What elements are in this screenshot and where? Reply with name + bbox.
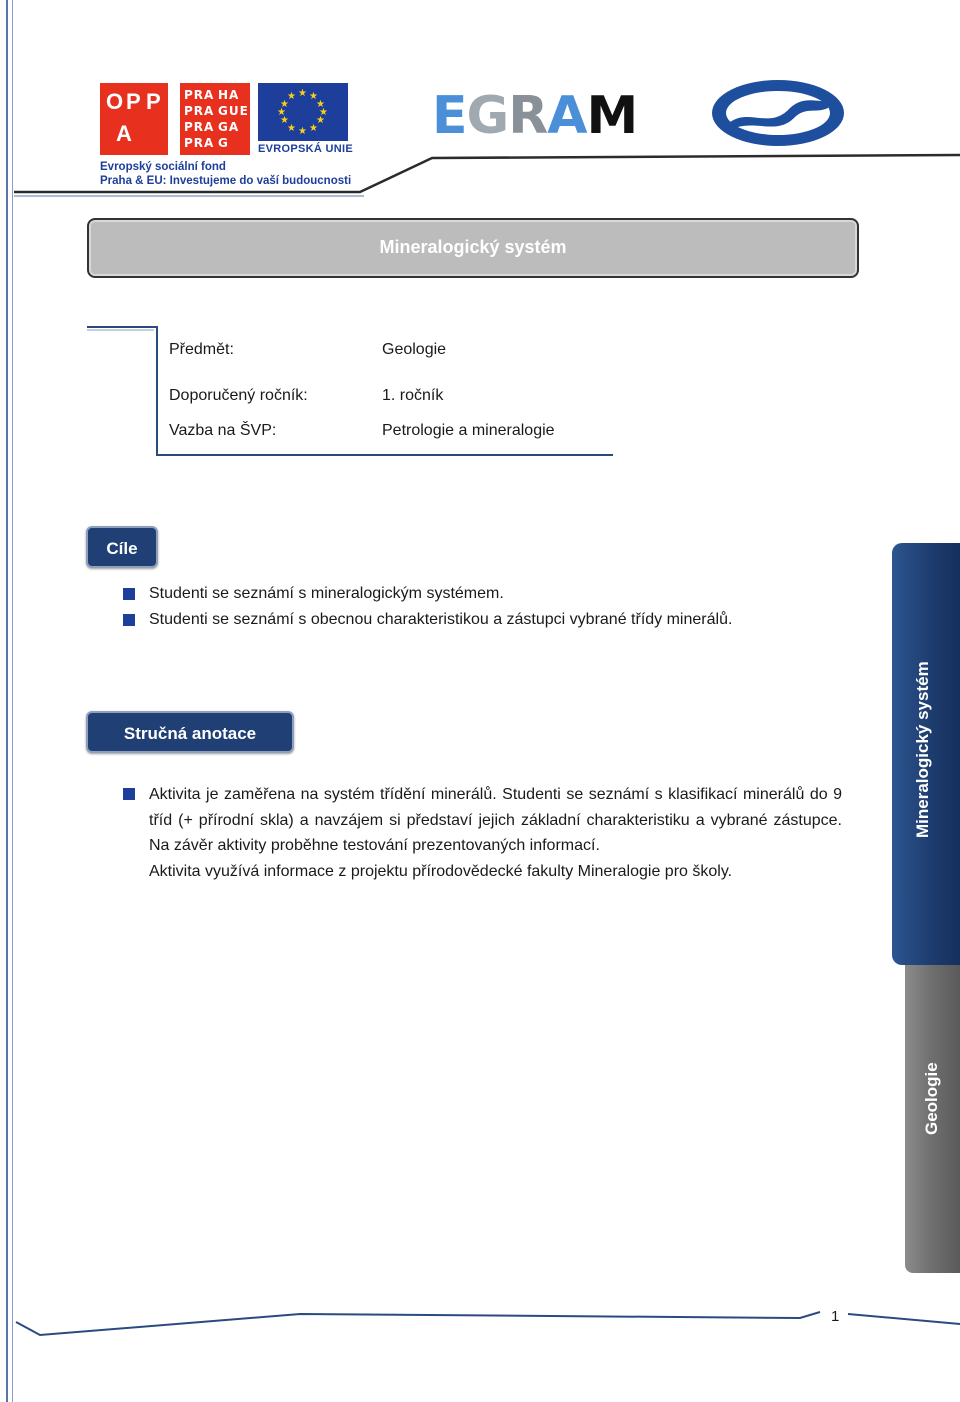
subject-side-tab-label: Geologie — [922, 1062, 941, 1135]
praha-text: PRA — [184, 104, 215, 118]
goals-heading-label: Cíle — [106, 539, 138, 558]
praha-text: HA — [218, 88, 240, 102]
page-title: Mineralogický systém — [379, 237, 567, 257]
subject-side-tab — [905, 965, 960, 1273]
university-logo-icon — [710, 78, 846, 148]
grade-value: 1. ročník — [382, 387, 444, 404]
praha-text: PRA — [184, 88, 215, 102]
egram-logo — [432, 86, 637, 146]
egram-letter: E — [432, 86, 467, 146]
fund-line: Praha & EU: Investujeme do vaší budoucnosti — [100, 175, 352, 187]
opp-letter: P — [126, 89, 141, 114]
opp-letter: O — [106, 89, 124, 114]
egram-letter: R — [508, 86, 548, 146]
opp-logo — [100, 83, 168, 155]
goals-heading — [86, 526, 158, 568]
bullet-icon — [123, 614, 135, 626]
annotation-heading — [86, 711, 294, 753]
topic-side-tab-label: Mineralogický systém — [913, 661, 932, 838]
bullet-icon — [123, 788, 135, 800]
subject-label: Předmět: — [169, 341, 234, 358]
title-bar — [87, 218, 859, 278]
annotation-heading-label: Stručná anotace — [123, 724, 257, 743]
page-border-line — [12, 0, 13, 1402]
page-number: 1 — [831, 1308, 840, 1325]
egram-letter: G — [466, 86, 509, 146]
annotation-paragraph-2: Aktivita využívá informace z projektu přírodovědecké fakulty Mineralogie pro školy. — [149, 863, 733, 880]
eu-label: EVROPSKÁ UNIE — [258, 143, 353, 155]
goal-item: Studenti se seznámí s mineralogickým systémem. — [149, 585, 504, 602]
page-border-line — [6, 0, 8, 1402]
fund-text — [100, 160, 351, 188]
eu-flag-icon: ★ ★ ★ ★ ★ ★ ★ ★ ★ ★ ★ ★ — [258, 83, 348, 141]
bullet-icon — [123, 588, 135, 600]
annotation-paragraph: Aktivita je zaměřena na systém třídění minerálů. Studenti se seznámí s klasifikací minerálů do 9 tříd (+ přírodní skla) a navzájem si představí jejich základní charakteristiku a vybrané zástupce. Na závěr aktivity proběhne testování prezentovaných informací. — [149, 786, 842, 854]
svp-value: Petrologie a mineralogie — [382, 422, 555, 439]
goal-item: Studenti se seznámí s obecnou charakteristikou a zástupci vybrané třídy minerálů. — [149, 611, 733, 628]
footer-divider — [0, 1300, 960, 1350]
svp-label: Vazba na ŠVP: — [169, 422, 277, 439]
opp-letter: A — [116, 121, 132, 146]
praha-text: G — [218, 136, 229, 150]
egram-letter: A — [547, 86, 587, 146]
praha-logo — [180, 83, 250, 155]
egram-letter: M — [586, 86, 638, 146]
opp-letter: P — [146, 89, 161, 114]
praha-text: GUE — [218, 104, 249, 118]
grade-label: Doporučený ročník: — [169, 387, 308, 404]
fund-line: Evropský sociální fond — [100, 161, 226, 173]
praha-text: PRA — [184, 136, 215, 150]
topic-side-tab — [892, 543, 960, 965]
praha-text: PRA — [184, 120, 215, 134]
subject-value: Geologie — [382, 341, 447, 358]
praha-text: GA — [218, 120, 240, 134]
